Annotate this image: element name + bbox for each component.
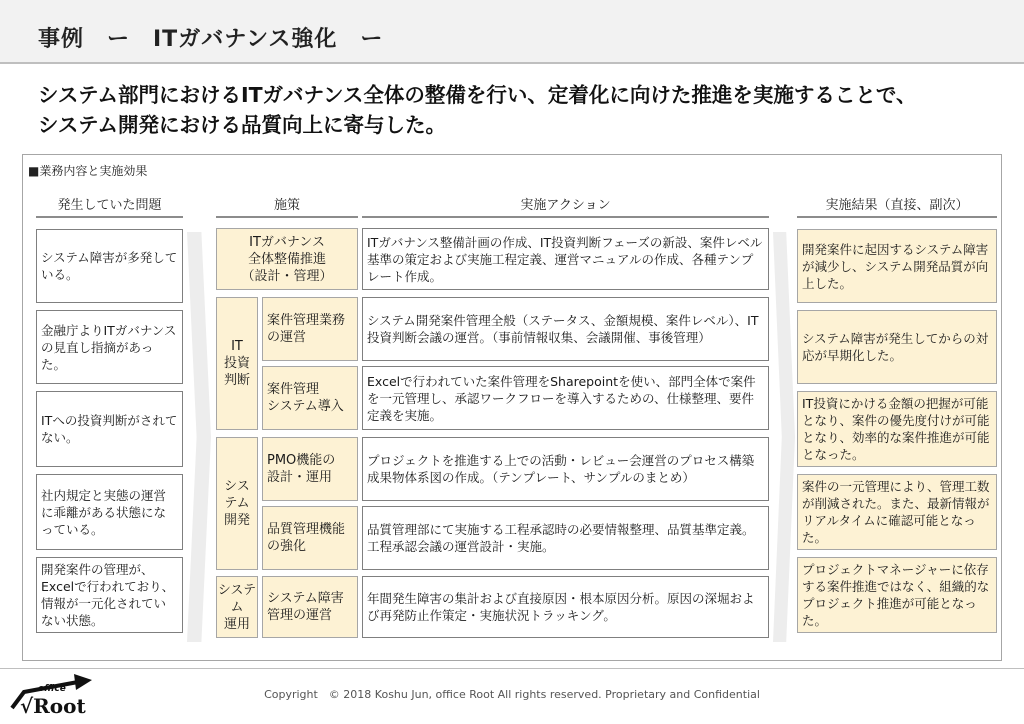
result-item: 開発案件に起因するシステム障害が減少し、システム開発品質が向上した。 xyxy=(797,229,997,303)
result-item: システム障害が発生してからの対応が早期化した。 xyxy=(797,310,997,384)
measure-pmo: PMO機能の 設計・運用 xyxy=(262,437,358,501)
action-item: 品質管理部にて実施する工程承認時の必要情報整理、品質基準定義。工程承認会議の運営設計・実施。 xyxy=(362,506,769,570)
problem-item: 開発案件の管理が、Excelで行われており、情報が一元化されていない状態。 xyxy=(36,557,183,633)
measure-case-system: 案件管理 システム導入 xyxy=(262,366,358,430)
headline-line2: システム開発における品質向上に寄与した。 xyxy=(38,113,446,137)
action-item: 年間発生障害の集計および直接原因・根本原因分析。原因の深堀および再発防止作策定・実施状況トラッキング。 xyxy=(362,576,769,638)
problem-item: ITへの投資判断がされてない。 xyxy=(36,391,183,467)
problem-item: 社内規定と実態の運営に乖離がある状態になっている。 xyxy=(36,474,183,550)
title-bar xyxy=(0,0,1024,64)
result-item: IT投資にかける金額の把握が可能となり、案件の優先度付けが可能となり、効率的な案件推進が可能となった。 xyxy=(797,391,997,467)
copyright-text: Copyright © 2018 Koshu Jun, office Root All rights reserved. Proprietary and Confidential xyxy=(264,688,760,701)
action-item: システム開発案件管理全般（ステータス、金額規模、案件レベル）、IT投資判断会議の運営。（事前情報収集、会議開催、事後管理） xyxy=(362,297,769,361)
measure-incident-management: システム障害 管理の運営 xyxy=(262,576,358,638)
problem-item: システム障害が多発している。 xyxy=(36,229,183,303)
measure-governance: ITガバナンス 全体整備推進 （設計・管理） xyxy=(216,228,358,290)
column-header-measures: 施策 xyxy=(216,194,358,218)
footer-divider xyxy=(0,668,1024,669)
panel-label: ■業務内容と実施効果 xyxy=(28,164,148,178)
logo-office-text: office xyxy=(38,684,66,694)
measure-case-operations: 案件管理業務 の運営 xyxy=(262,297,358,361)
action-item: Excelで行われていた案件管理をSharepointを使い、部門全体で案件を一元管理し、承認ワークフローを導入するための、仕様整理、要件定義を実施。 xyxy=(362,366,769,430)
action-item: プロジェクトを推進する上での活動・レビュー会運営のプロセス構築成果物体系図の作成。（テンプレート、サンプルのまとめ） xyxy=(362,437,769,501)
measure-system-operations: システム 運用 xyxy=(216,576,258,638)
logo-root-text: √Root xyxy=(20,694,86,718)
page-title: 事例 ー ITガバナンス強化 ー xyxy=(38,27,384,52)
problem-item: 金融庁よりITガバナンスの見直し指摘があった。 xyxy=(36,310,183,384)
column-header-actions: 実施アクション xyxy=(362,194,769,218)
measure-it-investment: IT 投資 判断 xyxy=(216,297,258,430)
result-item: プロジェクトマネージャーに依存する案件推進ではなく、組織的なプロジェクト推進が可能となった。 xyxy=(797,557,997,633)
measure-quality: 品質管理機能 の強化 xyxy=(262,506,358,570)
column-header-problems: 発生していた問題 xyxy=(36,194,183,218)
headline xyxy=(38,80,917,140)
action-item: ITガバナンス整備計画の作成、IT投資判断フェーズの新設、案件レベル基準の策定および実施工程定義、運営マニュアルの作成、各種テンプレート作成。 xyxy=(362,228,769,290)
result-item: 案件の一元管理により、管理工数が削減された。また、最新情報がリアルタイムに確認可能となった。 xyxy=(797,474,997,550)
measure-system-development: シス テム 開発 xyxy=(216,437,258,570)
column-header-results: 実施結果（直接、副次） xyxy=(797,194,997,218)
headline-line1: システム部門におけるITガバナンス全体の整備を行い、定着化に向けた推進を実施することで、 xyxy=(38,83,917,107)
